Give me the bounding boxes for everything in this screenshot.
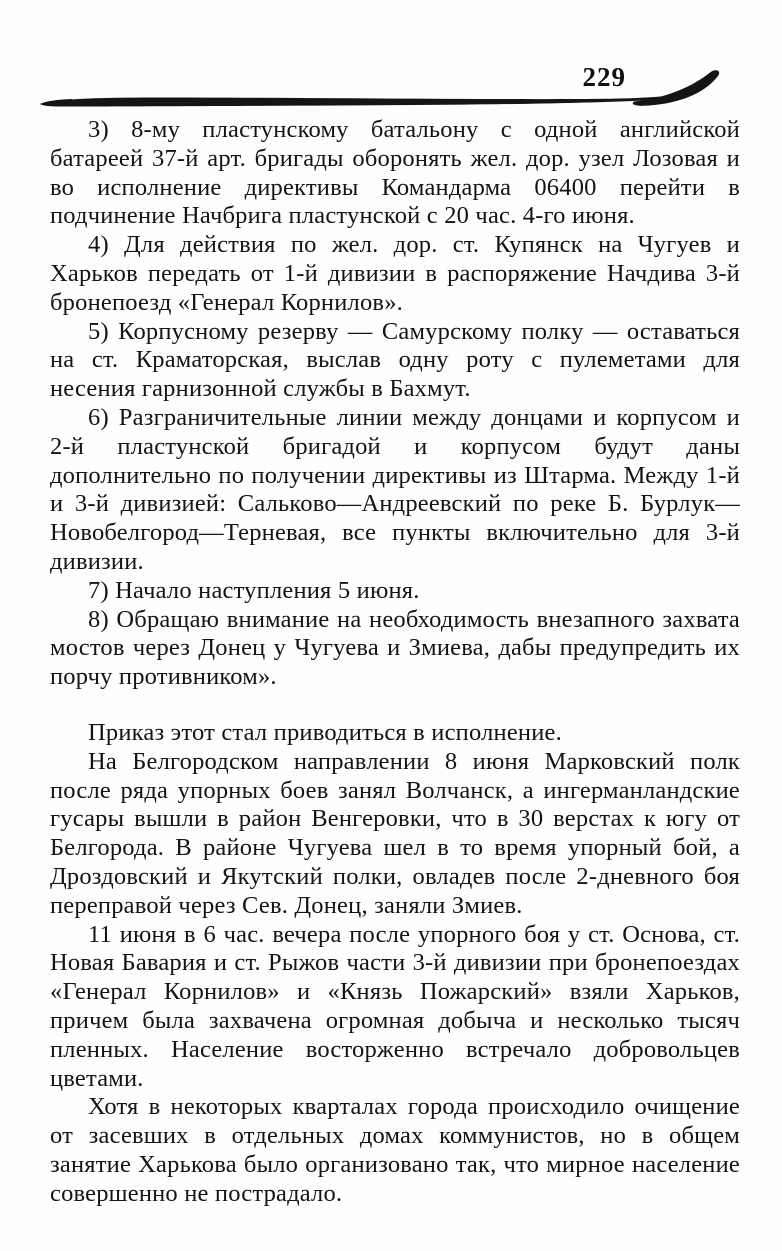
paragraph-order-item-7: 7) Начало наступления 5 июня. xyxy=(88,576,420,604)
paragraph-order-item-5: 5) Корпусному резерву — Самурскому полку — оставаться на ст. Краматорская, выслав одну роту с пулеметами для несения гарнизонной службы в Бахмут. xyxy=(50,317,740,403)
paragraph-narrative-3: 11 июня в 6 час. вечера после упорного боя у ст. Основа, ст. Новая Бавария и ст. Рыжов части 3-й дивизии при бронепоездах «Генерал Корнилов» и «Князь Пожарский» взяли Харьков, причем была захвачена огромная добыча и несколько тысяч пленных. Население восторженно встречало добровольцев цветами. xyxy=(50,920,740,1092)
paragraph-order-item-3: 3) 8-му пластунскому батальону с одной английской батареей 37-й арт. бригады оборонять жел. дор. узел Лозовая и во исполнение директивы Командарма 06400 перейти в подчинение Начбрига пластунской с 20 час. 4-го июня. xyxy=(50,116,740,230)
paragraph-order-item-8: 8) Обращаю внимание на необходимость внезапного захвата мостов через Донец у Чугуева и Змиева, дабы предупредить их порчу противником». xyxy=(50,605,740,691)
header-rule-flourish-icon xyxy=(38,68,744,112)
paragraph-order-item-6: 6) Разграничительные линии между донцами и корпусом и 2-й пластунской бригадой и корпусом будут даны дополнительно по получении директивы из Штарма. Между 1-й и 3-й дивизией: Сальково—Андреевский по реке Б. Бурлук—Новобелгород—Терневая, все пункты включительно для 3-й дивизии. xyxy=(50,403,740,575)
page-header xyxy=(0,0,782,112)
paragraph-narrative-4: Хотя в некоторых кварталах города происходило очищение от засевших в отдельных домах коммунистов, но в общем занятие Харькова было организовано так, что мирное население совершенно не пострадало. xyxy=(50,1093,740,1207)
paragraph-narrative-2: На Белгородском направлении 8 июня Марковский полк после ряда упорных боев занял Волчанск, а ингерманландские гусары вышли в район Венгеровки, что в 30 верстах к югу от Белгорода. В районе Чугуева шел в то время упорный бой, а Дроздовский и Якутский полки, овладев после 2-дневного боя переправой через Сев. Донец, заняли Змиев. xyxy=(50,747,740,919)
page-number: 229 xyxy=(582,62,626,92)
paragraph-order-item-4: 4) Для действия по жел. дор. ст. Купянск на Чугуев и Харьков передать от 1-й дивизии в распоряжение Начдива 3-й бронепоезд «Генерал Корнилов». xyxy=(50,231,740,316)
page-body-text xyxy=(0,112,782,1208)
paragraph-narrative-1: Приказ этот стал приводиться в исполнение. xyxy=(88,718,562,746)
